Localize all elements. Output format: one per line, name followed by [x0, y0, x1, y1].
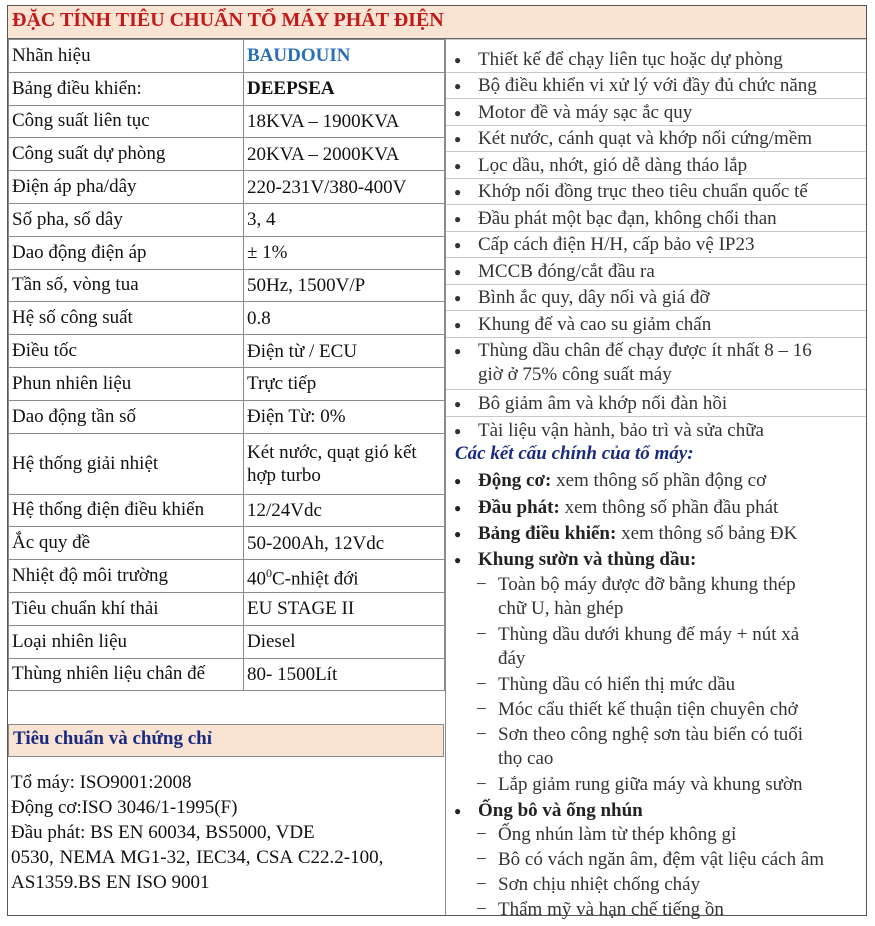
cert-line: AS1359.BS EN ISO 9001 [11, 872, 210, 893]
dash-icon: − [476, 674, 487, 695]
dash-icon: − [476, 624, 487, 645]
spec-label: Phun nhiên liệu [9, 367, 244, 400]
engine-label: Động cơ: [478, 470, 552, 491]
spec-label: Tần số, vòng tua [9, 269, 244, 302]
table-row [9, 203, 445, 236]
dash-icon: − [476, 824, 487, 845]
spec-value: 0.8 [244, 302, 445, 335]
alternator-label: Đầu phát: [478, 497, 560, 518]
temp-unit: C-nhiệt đới [272, 568, 359, 590]
exhaust-label: Ống bô và ống nhún [478, 800, 643, 821]
dash-icon: − [476, 874, 487, 895]
spec-value: Điện Từ: 0% [244, 400, 445, 433]
certifications-body [11, 770, 443, 895]
bullet-icon: ● [454, 474, 462, 488]
cert-line: Động cơ:ISO 3046/1-1995(F) [11, 797, 238, 818]
spec-value: Điện từ / ECU [244, 335, 445, 368]
title-bar [8, 6, 866, 39]
bullet-icon: ● [454, 185, 462, 199]
spec-label: Loại nhiên liệu [9, 625, 244, 658]
bullet-icon: ● [454, 53, 462, 67]
bullet-icon: ● [454, 291, 462, 305]
spec-label: Bảng điều khiển: [9, 72, 244, 105]
cert-line: Đầu phát: BS EN 60034, BS5000, VDE [11, 822, 315, 843]
spec-label: Hệ thống điện điều khiển [9, 494, 244, 527]
table-row [9, 269, 445, 302]
page-title: ĐẶC TÍNH TIÊU CHUẨN TỔ MÁY PHÁT ĐIỆN [12, 9, 444, 31]
spec-label: Dao động tần số [9, 400, 244, 433]
dash-icon: − [476, 774, 487, 795]
bullet-icon: ● [454, 397, 462, 411]
spec-value: 220-231V/380-400V [244, 171, 445, 204]
spec-label: Tiêu chuẩn khí thải [9, 592, 244, 625]
bullet-icon: ● [454, 132, 462, 146]
table-row [9, 72, 445, 105]
table-row [9, 138, 445, 171]
spec-value: 18KVA – 1900KVA [244, 105, 445, 138]
spec-value: 12/24Vdc [244, 494, 445, 527]
spec-label: Điều tốc [9, 335, 244, 368]
bullet-icon: ● [454, 804, 462, 818]
spec-value: ± 1% [244, 236, 445, 269]
spec-label: Dao động điện áp [9, 236, 244, 269]
spec-value: Trực tiếp [244, 367, 445, 400]
bullet-icon: ● [454, 79, 462, 93]
table-row [9, 625, 445, 658]
bullet-icon: ● [454, 344, 462, 358]
degree-sup: 0 [266, 565, 272, 580]
spec-label: Điện áp pha/dây [9, 171, 244, 204]
spec-label: Nhãn hiệu [9, 40, 244, 73]
table-row [9, 171, 445, 204]
cert-line: Tổ máy: ISO9001:2008 [11, 772, 192, 793]
spec-label: Ắc quy đề [9, 527, 244, 560]
table-row [9, 367, 445, 400]
bullet-icon: ● [454, 265, 462, 279]
table-row [9, 560, 445, 593]
spec-value: Diesel [244, 625, 445, 658]
certifications-heading-bar [8, 724, 444, 757]
temp-number: 40 [247, 568, 266, 590]
bullet-icon: ● [454, 106, 462, 120]
bullet-icon: ● [454, 424, 462, 438]
frame-label: Khung sườn và thùng dầu: [478, 549, 697, 570]
spec-label: Nhiệt độ môi trường [9, 560, 244, 593]
spec-value: Két nước, quạt gió kết hợp turbo [244, 433, 445, 494]
spec-value [244, 560, 445, 593]
table-row [9, 494, 445, 527]
table-row [9, 40, 445, 73]
spec-value: 3, 4 [244, 203, 445, 236]
table-row [9, 592, 445, 625]
features-column: ● Thiết kế để chạy liên tục hoặc dự phòng ● Bộ điều khiển vi xử lý với đầy đủ chức năng ● Motor đề và máy sạc ắc quy ● Két nước, cánh quạt và khớp nối cứng/mềm ● Lọc dầu, nhớt, gió dễ dàng tháo lắp ● Khớp nối đồng trục theo tiêu chuẩn quốc tế ● Đầu phát một bạc đạn, không chổi than ● Cấp cách điện H/H, cấp bảo vệ IP23 ● MCCB đóng/cắt đầu ra ● Bình ắc quy, dây nối và giá đỡ ● Khung đế và cao su giảm chấn ● Thùng dầu chân đế chạy được ít nhất 8 – 16 giờ ở 75% công suất máy ● Bô giảm âm và khớp nối đàn hồi ● Tài liệu vận hành, bảo trì và sửa chữa Các kết cấu chính của tổ máy: ● Động cơ: xem thông số phần động cơ ● Đầu phát: xem thông số phần đầu phát ● Bảng điều khiển: xem thông số bảng ĐK ● Khung sườn và thùng dầu: − Toàn bộ máy được đỡ bằng khung thép chữ U, hàn ghép − Thùng dầu dưới khung đế máy + nút xả đáy − Thùng dầu có hiển thị mức dầu − Móc cẩu thiết kế thuận tiện chuyên chở − Sơn theo công nghệ sơn tàu biển có tuổi thọ cao − Lắp giảm rung giữa máy và khung sườn ● Ống bô và ống nhún − Ống nhún làm từ thép không gỉ − Bô có vách ngăn âm, đệm vật liệu cách âm − Sơn chịu nhiệt chống cháy − Thẩm mỹ và hạn chế tiếng ồn [445, 39, 866, 915]
table-row [9, 236, 445, 269]
dash-icon: − [476, 699, 487, 720]
spec-value: 50-200Ah, 12Vdc [244, 527, 445, 560]
table-row [9, 105, 445, 138]
table-row [9, 658, 445, 691]
panel-label: Bảng điều khiển: [478, 523, 617, 544]
table-row [9, 302, 445, 335]
table-row [9, 335, 445, 368]
spec-label: Hệ số công suất [9, 302, 244, 335]
table-row [9, 400, 445, 433]
bullet-icon: ● [454, 159, 462, 173]
spec-value: 20KVA – 2000KVA [244, 138, 445, 171]
dash-icon: − [476, 724, 487, 745]
bullet-icon: ● [454, 238, 462, 252]
spec-label: Hệ thống giải nhiệt [9, 433, 244, 494]
table-row [9, 527, 445, 560]
spec-label: Công suất liên tục [9, 105, 244, 138]
bullet-icon: ● [454, 527, 462, 541]
spec-value: 80- 1500Lít [244, 658, 445, 691]
spec-value: DEEPSEA [244, 72, 445, 105]
bullet-icon: ● [454, 553, 462, 567]
structure-heading: Các kết cấu chính của tổ máy: [455, 443, 694, 464]
dash-icon: − [476, 899, 487, 920]
spec-table [8, 39, 445, 691]
table-row [9, 433, 445, 494]
bullet-icon: ● [454, 318, 462, 332]
certifications-heading: Tiêu chuẩn và chứng chỉ [13, 728, 212, 749]
dash-icon: − [476, 574, 487, 595]
spec-label: Thùng nhiên liệu chân đế [9, 658, 244, 691]
bullet-icon: ● [454, 212, 462, 226]
spec-value: EU STAGE II [244, 592, 445, 625]
brand-value: BAUDOUIN [244, 40, 445, 73]
spec-sheet [7, 5, 867, 920]
spec-value: 50Hz, 1500V/P [244, 269, 445, 302]
dash-icon: − [476, 849, 487, 870]
spec-label: Số pha, số dây [9, 203, 244, 236]
bullet-icon: ● [454, 501, 462, 515]
cert-line: 0530, NEMA MG1-32, IEC34, CSA C22.2-100, [11, 847, 384, 868]
spec-label: Công suất dự phòng [9, 138, 244, 171]
